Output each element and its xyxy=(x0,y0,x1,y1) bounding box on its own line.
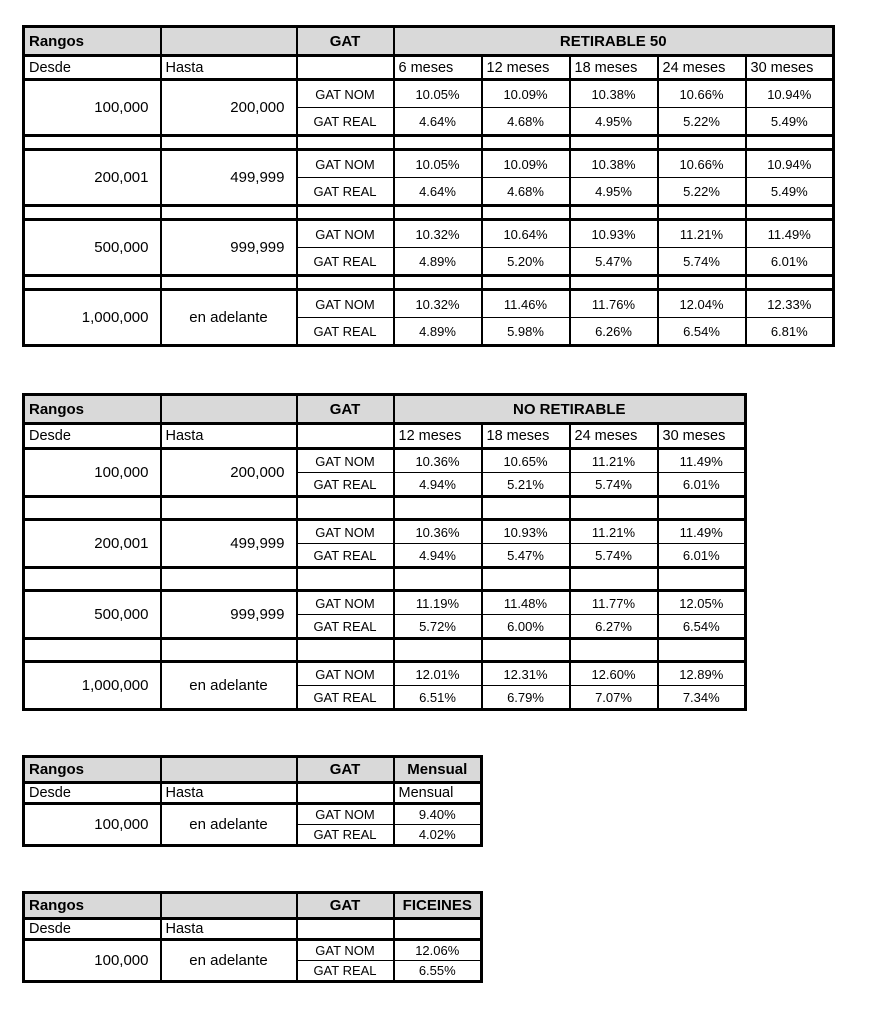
range-hasta: 200,000 xyxy=(161,449,297,497)
spacer-row xyxy=(24,206,834,220)
range-hasta: en adelante xyxy=(161,290,297,346)
rate-value-nom: 11.48% xyxy=(482,591,570,615)
rate-value-nom: 11.77% xyxy=(570,591,658,615)
range-desde: 200,001 xyxy=(24,150,161,206)
rate-table-mensual xyxy=(22,755,483,847)
gat-real-label: GAT REAL xyxy=(297,825,394,846)
rate-value-nom: 10.66% xyxy=(658,150,746,178)
desde-column-header: Desde xyxy=(24,783,161,804)
range-desde: 100,000 xyxy=(24,449,161,497)
gat-nom-label: GAT NOM xyxy=(297,662,394,686)
rate-value-nom: 10.66% xyxy=(658,80,746,108)
rate-value-nom: 12.01% xyxy=(394,662,482,686)
range-desde: 100,000 xyxy=(24,80,161,136)
spacer-cell xyxy=(746,136,834,150)
spacer-row xyxy=(24,276,834,290)
blank-header-cell xyxy=(161,893,297,919)
rate-row-nom xyxy=(24,449,746,473)
rate-row-nom xyxy=(24,220,834,248)
rate-value-nom: 11.49% xyxy=(658,449,746,473)
spacer-cell xyxy=(297,497,394,520)
gat-header: GAT xyxy=(297,893,394,919)
header-row-title xyxy=(24,395,746,424)
desde-column-header: Desde xyxy=(24,919,161,940)
header-row-title xyxy=(24,757,482,783)
range-desde: 1,000,000 xyxy=(24,290,161,346)
term-header-12-meses: 12 meses xyxy=(482,56,570,80)
rate-value-nom: 10.38% xyxy=(570,80,658,108)
term-header-6-meses: 6 meses xyxy=(394,56,482,80)
gat-header: GAT xyxy=(297,395,394,424)
range-desde: 500,000 xyxy=(24,220,161,276)
spacer-cell xyxy=(394,206,482,220)
blank-header-cell xyxy=(161,395,297,424)
desde-column-header: Desde xyxy=(24,56,161,80)
rate-value-real: 6.01% xyxy=(658,473,746,497)
rate-row-nom xyxy=(24,290,834,318)
rate-value-nom: 12.04% xyxy=(658,290,746,318)
rate-row-nom xyxy=(24,662,746,686)
spacer-cell xyxy=(161,136,297,150)
product-header-ficeines: FICEINES xyxy=(394,893,482,919)
rate-value-nom: 11.21% xyxy=(570,449,658,473)
term-header-24-meses: 24 meses xyxy=(570,424,658,449)
spacer-cell xyxy=(570,136,658,150)
rate-value-real: 5.47% xyxy=(482,544,570,568)
rate-value-nom: 11.21% xyxy=(658,220,746,248)
spacer-cell xyxy=(161,639,297,662)
range-hasta: 999,999 xyxy=(161,591,297,639)
rate-value-real: 5.22% xyxy=(658,108,746,136)
product-header-retirable-50: RETIRABLE 50 xyxy=(394,27,834,56)
spacer-row xyxy=(24,568,746,591)
spacer-cell xyxy=(482,497,570,520)
rate-value-nom: 9.40% xyxy=(394,804,482,825)
rate-value-real: 5.47% xyxy=(570,248,658,276)
spacer-cell xyxy=(570,568,658,591)
term-header-24-meses: 24 meses xyxy=(658,56,746,80)
gat-nom-label: GAT NOM xyxy=(297,804,394,825)
rate-value-real: 5.49% xyxy=(746,178,834,206)
hasta-column-header: Hasta xyxy=(161,424,297,449)
rate-value-real: 5.72% xyxy=(394,615,482,639)
rate-row-nom xyxy=(24,80,834,108)
spacer-cell xyxy=(297,639,394,662)
desde-column-header: Desde xyxy=(24,424,161,449)
product-header-mensual: Mensual xyxy=(394,757,482,783)
spacer-cell xyxy=(24,206,161,220)
rate-value-nom: 12.05% xyxy=(658,591,746,615)
gat-real-label: GAT REAL xyxy=(297,318,394,346)
rate-value-real: 6.26% xyxy=(570,318,658,346)
range-desde: 500,000 xyxy=(24,591,161,639)
rate-row-nom xyxy=(24,150,834,178)
rate-value-nom: 11.46% xyxy=(482,290,570,318)
rate-value-nom: 12.60% xyxy=(570,662,658,686)
product-header-no-retirable: NO RETIRABLE xyxy=(394,395,746,424)
range-hasta: en adelante xyxy=(161,940,297,982)
spacer-cell xyxy=(482,136,570,150)
term-header-mensual: Mensual xyxy=(394,783,482,804)
term-header-col xyxy=(394,919,482,940)
rate-value-real: 5.22% xyxy=(658,178,746,206)
gat-real-label: GAT REAL xyxy=(297,178,394,206)
rate-value-real: 4.68% xyxy=(482,178,570,206)
spacer-cell xyxy=(658,276,746,290)
rate-value-real: 6.01% xyxy=(658,544,746,568)
hasta-column-header: Hasta xyxy=(161,56,297,80)
rate-value-nom: 10.32% xyxy=(394,290,482,318)
spacer-cell xyxy=(570,639,658,662)
rate-value-real: 7.07% xyxy=(570,686,658,710)
blank-gat-cell xyxy=(297,56,394,80)
rate-value-real: 5.98% xyxy=(482,318,570,346)
hasta-column-header: Hasta xyxy=(161,783,297,804)
rate-value-nom: 11.19% xyxy=(394,591,482,615)
spacer-cell xyxy=(482,206,570,220)
term-header-18-meses: 18 meses xyxy=(570,56,658,80)
rate-value-nom: 10.05% xyxy=(394,150,482,178)
gat-real-label: GAT REAL xyxy=(297,473,394,497)
gat-nom-label: GAT NOM xyxy=(297,80,394,108)
rate-value-nom: 12.33% xyxy=(746,290,834,318)
rangos-header: Rangos xyxy=(24,395,161,424)
gat-header: GAT xyxy=(297,757,394,783)
rate-value-nom: 10.36% xyxy=(394,520,482,544)
rate-row-nom xyxy=(24,804,482,825)
rate-table-no-retirable xyxy=(22,393,747,711)
spacer-cell xyxy=(394,639,482,662)
rate-value-real: 6.00% xyxy=(482,615,570,639)
gat-nom-label: GAT NOM xyxy=(297,150,394,178)
range-desde: 100,000 xyxy=(24,804,161,846)
rate-value-real: 4.64% xyxy=(394,108,482,136)
rangos-header: Rangos xyxy=(24,27,161,56)
gat-real-label: GAT REAL xyxy=(297,615,394,639)
rate-value-nom: 10.94% xyxy=(746,150,834,178)
rate-value-real: 5.20% xyxy=(482,248,570,276)
rate-value-real: 6.54% xyxy=(658,615,746,639)
spacer-cell xyxy=(161,497,297,520)
spacer-cell xyxy=(570,497,658,520)
rangos-header: Rangos xyxy=(24,893,161,919)
range-hasta: en adelante xyxy=(161,662,297,710)
rate-value-nom: 10.38% xyxy=(570,150,658,178)
rate-value-nom: 10.36% xyxy=(394,449,482,473)
rate-value-nom: 11.49% xyxy=(746,220,834,248)
spacer-cell xyxy=(658,136,746,150)
rate-value-nom: 11.49% xyxy=(658,520,746,544)
rate-value-nom: 10.32% xyxy=(394,220,482,248)
gat-nom-label: GAT NOM xyxy=(297,520,394,544)
gat-header: GAT xyxy=(297,27,394,56)
header-row-columns xyxy=(24,783,482,804)
rate-value-nom: 12.89% xyxy=(658,662,746,686)
gat-real-label: GAT REAL xyxy=(297,686,394,710)
spacer-cell xyxy=(570,206,658,220)
spacer-cell xyxy=(24,639,161,662)
rate-value-real: 5.21% xyxy=(482,473,570,497)
rate-value-nom: 12.31% xyxy=(482,662,570,686)
gat-nom-label: GAT NOM xyxy=(297,449,394,473)
rate-row-nom xyxy=(24,520,746,544)
spacer-cell xyxy=(482,276,570,290)
range-desde: 200,001 xyxy=(24,520,161,568)
header-row-title xyxy=(24,893,482,919)
range-desde: 1,000,000 xyxy=(24,662,161,710)
spacer-row xyxy=(24,639,746,662)
blank-gat-cell xyxy=(297,424,394,449)
rate-value-real: 4.94% xyxy=(394,473,482,497)
spacer-cell xyxy=(658,206,746,220)
range-hasta: en adelante xyxy=(161,804,297,846)
spacer-cell xyxy=(394,568,482,591)
spacer-cell xyxy=(161,276,297,290)
spacer-cell xyxy=(24,276,161,290)
rate-value-real: 5.74% xyxy=(570,473,658,497)
rate-value-nom: 10.93% xyxy=(482,520,570,544)
rangos-header: Rangos xyxy=(24,757,161,783)
rate-row-nom xyxy=(24,940,482,961)
spacer-cell xyxy=(394,136,482,150)
term-header-12-meses: 12 meses xyxy=(394,424,482,449)
spacer-cell xyxy=(746,276,834,290)
gat-real-label: GAT REAL xyxy=(297,248,394,276)
gat-real-label: GAT REAL xyxy=(297,108,394,136)
spacer-cell xyxy=(482,568,570,591)
header-row-columns xyxy=(24,424,746,449)
spacer-cell xyxy=(297,206,394,220)
rate-value-nom: 10.65% xyxy=(482,449,570,473)
spacer-cell xyxy=(658,497,746,520)
rate-table-retirable-50 xyxy=(22,25,835,347)
spacer-cell xyxy=(24,497,161,520)
spacer-row xyxy=(24,497,746,520)
rate-value-real: 5.74% xyxy=(658,248,746,276)
rate-value-nom: 10.94% xyxy=(746,80,834,108)
spacer-cell xyxy=(482,639,570,662)
rate-value-real: 4.89% xyxy=(394,248,482,276)
term-header-30-meses: 30 meses xyxy=(746,56,834,80)
range-hasta: 999,999 xyxy=(161,220,297,276)
term-header-18-meses: 18 meses xyxy=(482,424,570,449)
rate-table-ficeines xyxy=(22,891,483,983)
gat-nom-label: GAT NOM xyxy=(297,220,394,248)
gat-nom-label: GAT NOM xyxy=(297,591,394,615)
rate-value-nom: 10.93% xyxy=(570,220,658,248)
spacer-cell xyxy=(297,276,394,290)
rate-value-real: 6.51% xyxy=(394,686,482,710)
spacer-cell xyxy=(24,568,161,591)
spacer-cell xyxy=(161,568,297,591)
spacer-cell xyxy=(394,497,482,520)
spacer-cell xyxy=(394,276,482,290)
spacer-cell xyxy=(24,136,161,150)
range-hasta: 499,999 xyxy=(161,520,297,568)
rate-value-nom: 10.09% xyxy=(482,80,570,108)
rate-value-real: 5.49% xyxy=(746,108,834,136)
spacer-cell xyxy=(746,206,834,220)
spacer-cell xyxy=(297,568,394,591)
spacer-cell xyxy=(658,568,746,591)
blank-header-cell xyxy=(161,27,297,56)
rate-value-nom: 10.05% xyxy=(394,80,482,108)
header-row-title xyxy=(24,27,834,56)
rate-value-real: 6.27% xyxy=(570,615,658,639)
gat-real-label: GAT REAL xyxy=(297,961,394,982)
rate-value-real: 6.81% xyxy=(746,318,834,346)
rate-row-nom xyxy=(24,591,746,615)
rate-value-nom: 12.06% xyxy=(394,940,482,961)
hasta-column-header: Hasta xyxy=(161,919,297,940)
rate-value-real: 4.64% xyxy=(394,178,482,206)
rate-value-real: 6.79% xyxy=(482,686,570,710)
rate-value-real: 6.55% xyxy=(394,961,482,982)
spacer-cell xyxy=(658,639,746,662)
rate-value-nom: 11.21% xyxy=(570,520,658,544)
rate-value-nom: 11.76% xyxy=(570,290,658,318)
blank-header-cell xyxy=(161,757,297,783)
rate-value-real: 4.68% xyxy=(482,108,570,136)
spacer-cell xyxy=(161,206,297,220)
rate-value-real: 4.95% xyxy=(570,178,658,206)
rate-value-real: 4.95% xyxy=(570,108,658,136)
spacer-row xyxy=(24,136,834,150)
range-hasta: 200,000 xyxy=(161,80,297,136)
gat-real-label: GAT REAL xyxy=(297,544,394,568)
range-desde: 100,000 xyxy=(24,940,161,982)
rate-value-real: 4.02% xyxy=(394,825,482,846)
rate-value-real: 4.89% xyxy=(394,318,482,346)
header-row-columns xyxy=(24,919,482,940)
rate-value-real: 6.01% xyxy=(746,248,834,276)
term-header-30-meses: 30 meses xyxy=(658,424,746,449)
blank-gat-cell xyxy=(297,919,394,940)
rate-value-nom: 10.09% xyxy=(482,150,570,178)
blank-gat-cell xyxy=(297,783,394,804)
rate-value-real: 5.74% xyxy=(570,544,658,568)
rate-value-real: 4.94% xyxy=(394,544,482,568)
gat-nom-label: GAT NOM xyxy=(297,940,394,961)
rate-value-real: 7.34% xyxy=(658,686,746,710)
spacer-cell xyxy=(297,136,394,150)
spacer-cell xyxy=(570,276,658,290)
range-hasta: 499,999 xyxy=(161,150,297,206)
gat-nom-label: GAT NOM xyxy=(297,290,394,318)
rate-value-nom: 10.64% xyxy=(482,220,570,248)
rate-value-real: 6.54% xyxy=(658,318,746,346)
header-row-columns xyxy=(24,56,834,80)
